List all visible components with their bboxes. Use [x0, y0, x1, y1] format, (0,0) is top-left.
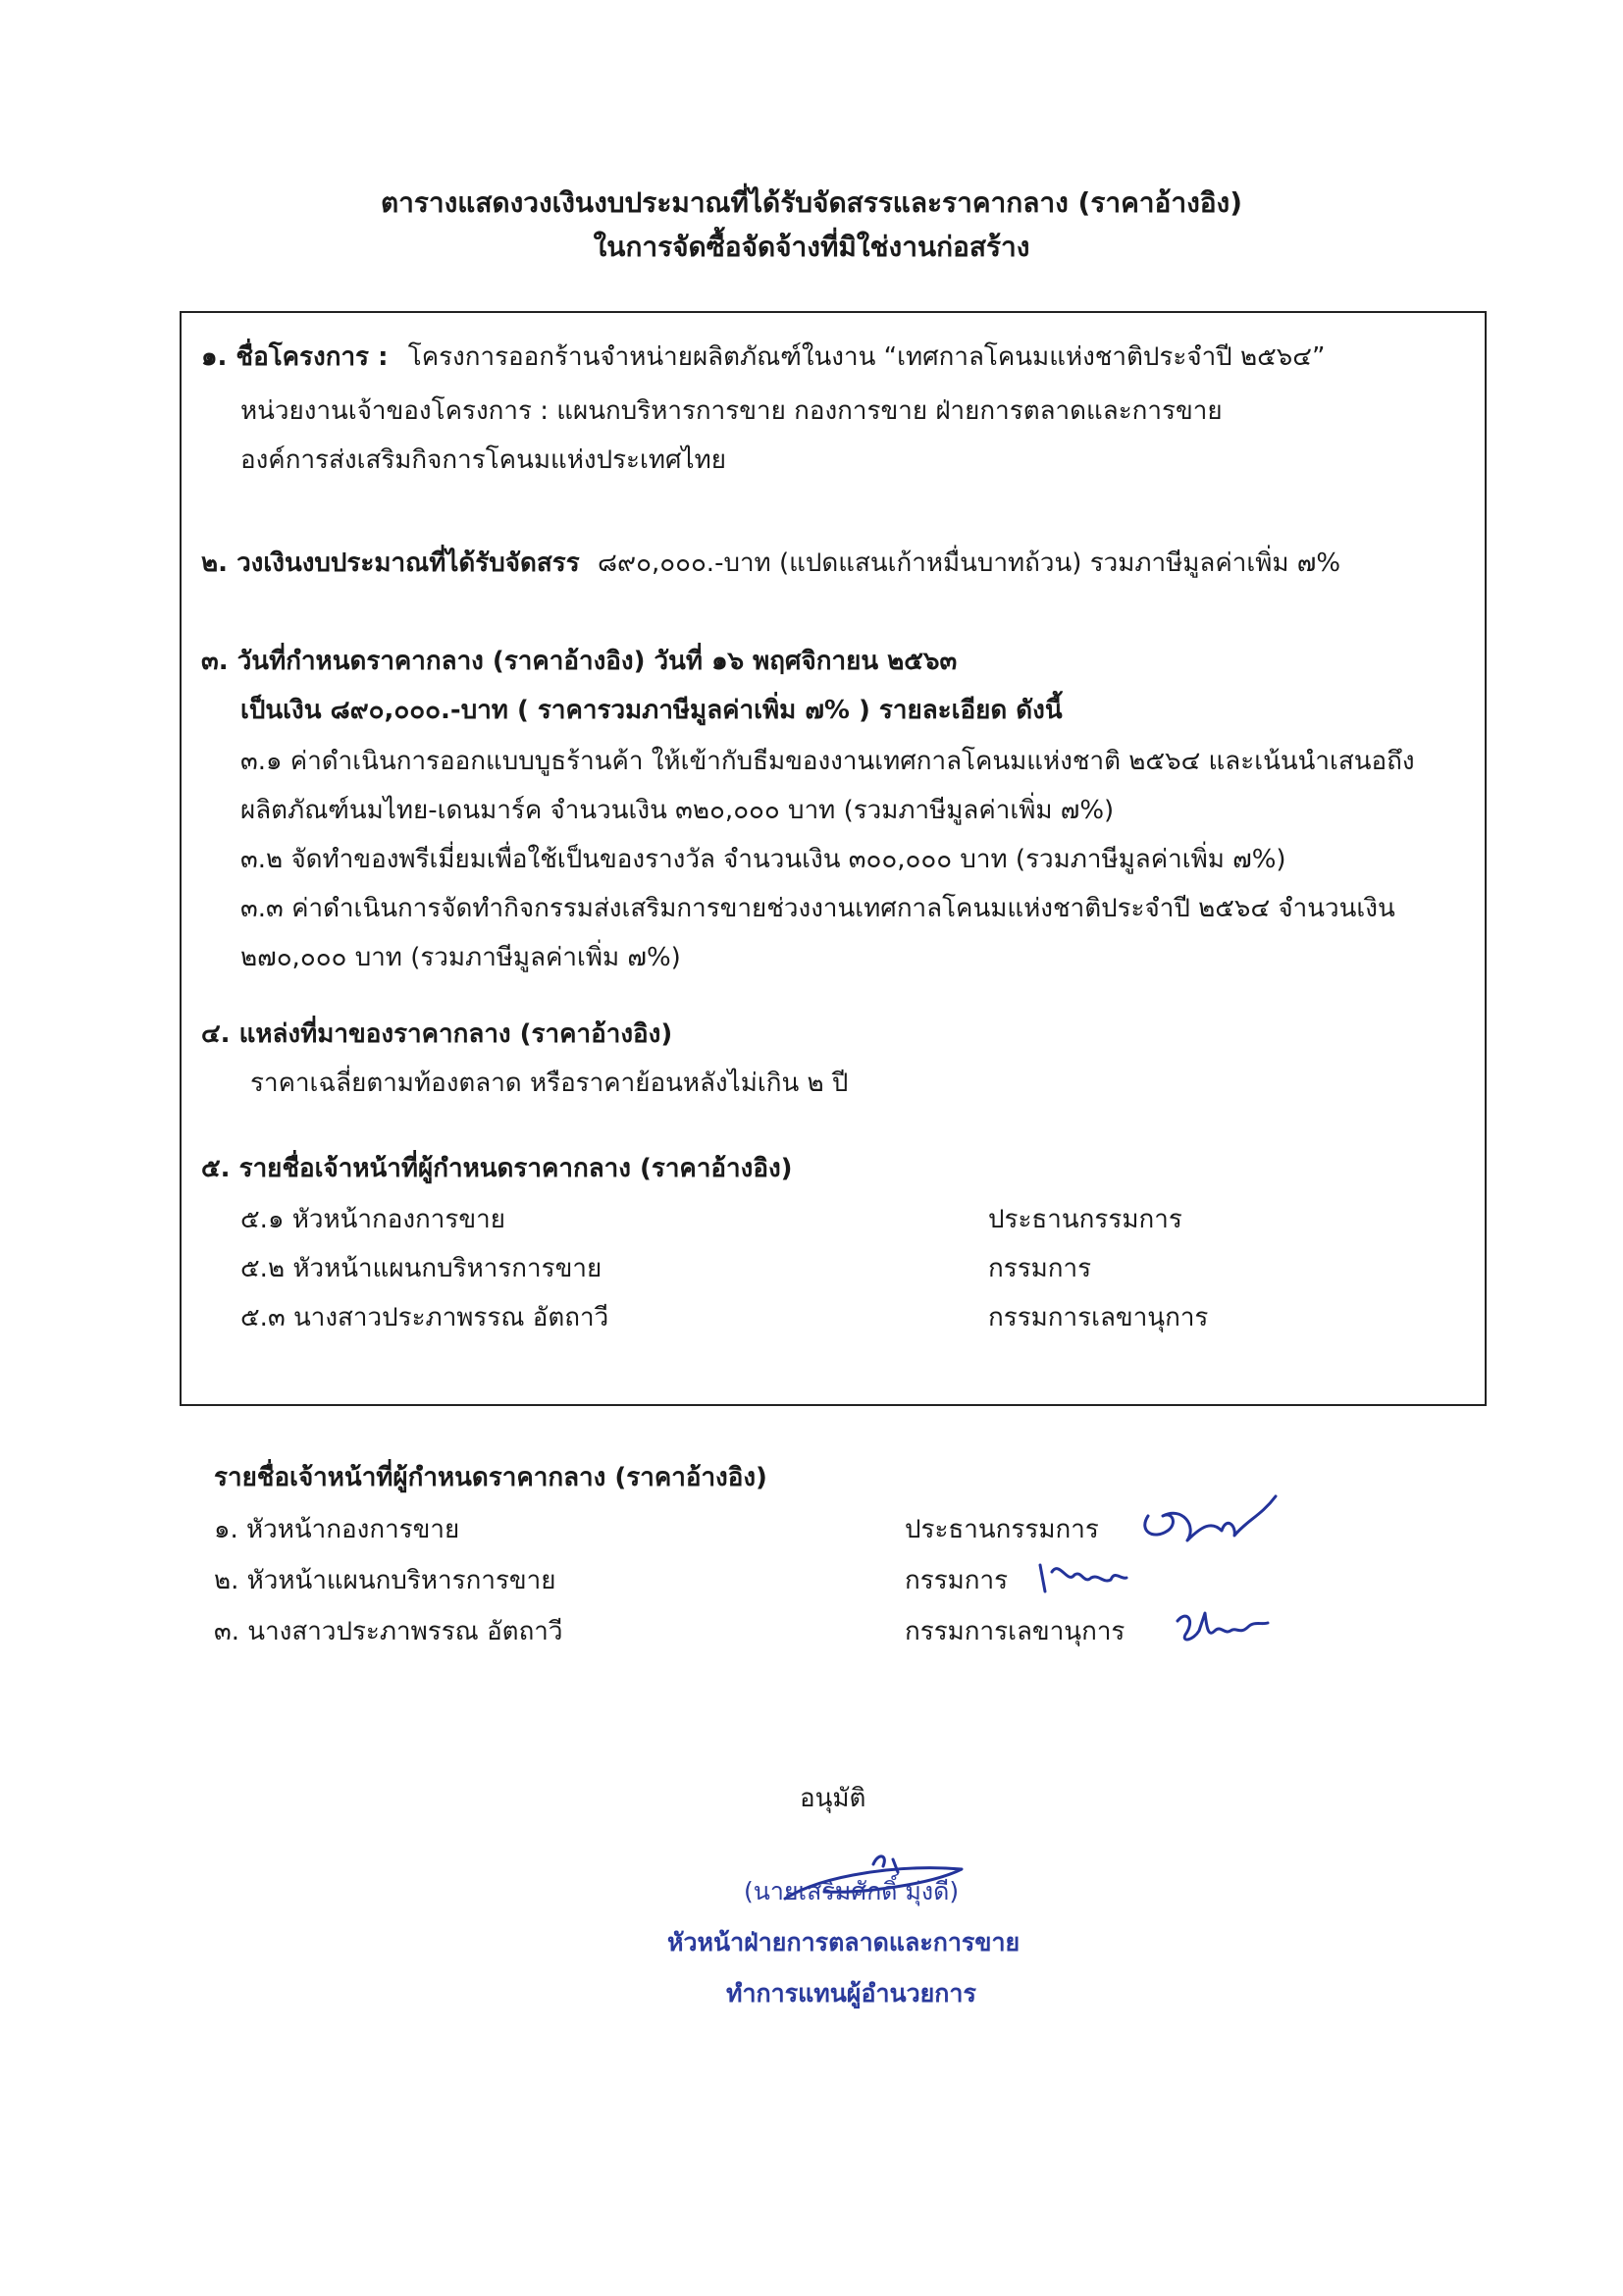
signoff-member-name: ๑. หัวหน้ากองการขาย [214, 1515, 460, 1544]
committee-member-role: กรรมการ [988, 1254, 1092, 1283]
signoff-member-role: ประธานกรรมการ [905, 1515, 1099, 1544]
item-3-3-line-b: ๒๗๐,๐๐๐ บาท (รวมภาษีมูลค่าเพิ่ม ๗%) [240, 943, 681, 972]
signoff-heading: รายชื่อเจ้าหน้าที่ผู้กำหนดราคากลาง (ราคาอ้างอิง) [214, 1463, 767, 1492]
reference-amount-line: เป็นเงิน ๘๙๐,๐๐๐.-บาท ( ราคารวมภาษีมูลค่าเพิ่ม ๗% ) รายละเอียด ดังนี้ [240, 696, 1063, 725]
committee-member-name: ๕.๒ หัวหน้าแผนกบริหารการขาย [240, 1254, 602, 1283]
item-3-1-line-b: ผลิตภัณฑ์นมไทย-เดนมาร์ค จำนวนเงิน ๓๒๐,๐๐๐ บาท (รวมภาษีมูลค่าเพิ่ม ๗%) [240, 796, 1115, 825]
stamp-title-line2: ทำการแทนผู้อำนวยการ [726, 1979, 976, 2008]
budget-value: ๘๙๐,๐๐๐.-บาท (แปดแสนเก้าหมื่นบาทถ้วน) รวมภาษีมูลค่าเพิ่ม ๗% [597, 548, 1341, 578]
price-source-label: ๔. แหล่งที่มาของราคากลาง (ราคาอ้างอิง) [201, 1019, 673, 1049]
project-name-label: ๑. ชื่อโครงการ : [201, 342, 389, 372]
project-org-line: องค์การส่งเสริมกิจการโคนมแห่งประเทศไทย [240, 445, 726, 475]
stamp-title-line1: หัวหน้าฝ่ายการตลาดและการขาย [667, 1928, 1021, 1957]
committee-member-name: ๕.๓ นางสาวประภาพรรณ อัตถาวี [240, 1303, 609, 1332]
signoff-member-role: กรรมการเลขานุการ [905, 1617, 1126, 1646]
project-name-value: โครงการออกร้านจำหน่ายผลิตภัณฑ์ในงาน “เทศกาลโคนมแห่งชาติประจำปี ๒๕๖๔” [407, 342, 1326, 372]
approval-label: อนุมัติ [800, 1784, 866, 1813]
signoff-member-name: ๓. นางสาวประภาพรรณ อัตถาวี [214, 1617, 563, 1646]
secretary-signature [1168, 1601, 1276, 1650]
document-title-line2: ในการจัดซื้อจัดจ้างที่มิใช่งานก่อสร้าง [593, 231, 1030, 263]
member-signature [1030, 1550, 1148, 1599]
committee-member-role: ประธานกรรมการ [988, 1205, 1182, 1234]
committee-label: ๕. รายชื่อเจ้าหน้าที่ผู้กำหนดราคากลาง (ราคาอ้างอิง) [201, 1154, 793, 1183]
reference-date-line: ๓. วันที่กำหนดราคากลาง (ราคาอ้างอิง) วันที่ ๑๖ พฤศจิกายน ๒๕๖๓ [201, 647, 958, 676]
committee-member-name: ๕.๑ หัวหน้ากองการขาย [240, 1205, 505, 1234]
signoff-member-name: ๒. หัวหน้าแผนกบริหารการขาย [214, 1566, 556, 1595]
price-source-value: ราคาเฉลี่ยตามท้องตลาด หรือราคาย้อนหลังไม่เกิน ๒ ปี [250, 1069, 849, 1098]
project-owner-line: หน่วยงานเจ้าของโครงการ : แผนกบริหารการขาย กองการขาย ฝ่ายการตลาดและการขาย [240, 396, 1223, 426]
signoff-member-role: กรรมการ [905, 1566, 1009, 1595]
budget-row [201, 543, 1340, 583]
item-3-3-line-a: ๓.๓ ค่าดำเนินการจัดทำกิจกรรมส่งเสริมการขายช่วงงานเทศกาลโคนมแห่งชาติประจำปี ๒๕๖๔ จำนวนเงิน [240, 894, 1395, 923]
item-3-2-line: ๓.๒ จัดทำของพรีเมี่ยมเพื่อใช้เป็นของรางวัล จำนวนเงิน ๓๐๐,๐๐๐ บาท (รวมภาษีมูลค่าเพิ่ม ๗%) [240, 845, 1286, 874]
budget-label: ๒. วงเงินงบประมาณที่ได้รับจัดสรร [201, 548, 580, 578]
project-name-row [201, 337, 1325, 377]
stamp-name: (นายเสริมศักดิ์ มุ่งดี) [744, 1877, 960, 1905]
item-3-1-line-a: ๓.๑ ค่าดำเนินการออกแบบบูธร้านค้า ให้เข้ากับธีมของงานเทศกาลโคนมแห่งชาติ ๒๕๖๔ และเน้นนำเสนอถึง [240, 747, 1415, 776]
chairman-signature [1128, 1487, 1285, 1555]
document-title-line1: ตารางแสดงวงเงินงบประมาณที่ได้รับจัดสรรและราคากลาง (ราคาอ้างอิง) [380, 186, 1243, 219]
committee-member-role: กรรมการเลขานุการ [988, 1303, 1209, 1332]
